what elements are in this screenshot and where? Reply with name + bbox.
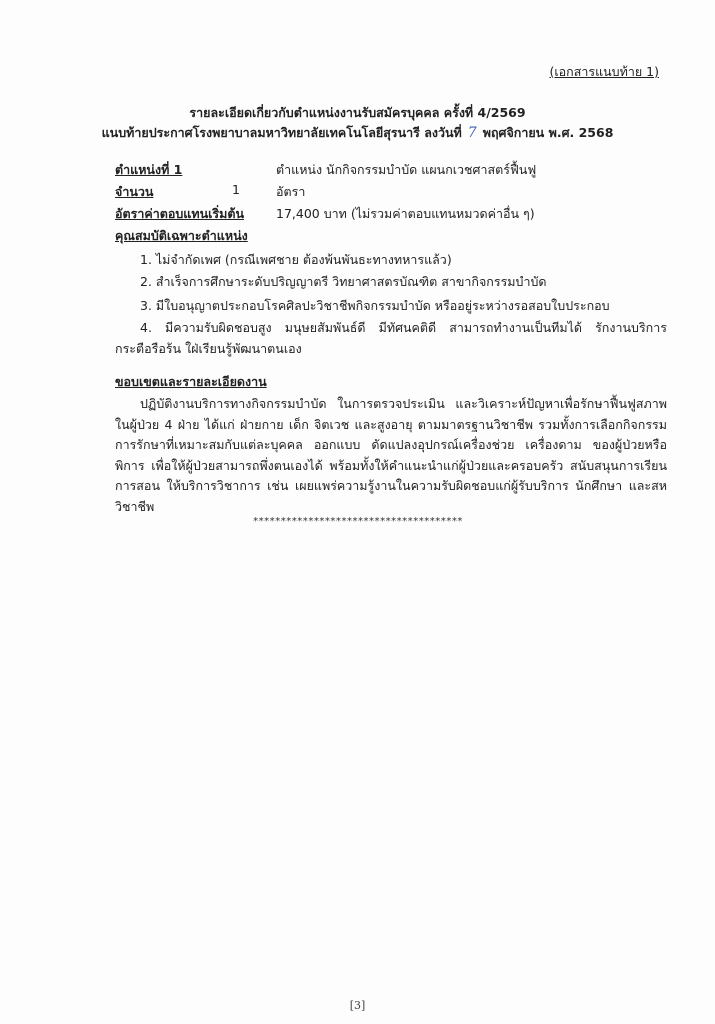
quantity-number: 1 xyxy=(232,182,240,197)
position-value: ตำแหน่ง นักกิจกรรมบำบัด แผนกเวชศาสตร์ฟื้นฟู xyxy=(276,162,537,177)
announcement-suffix: พฤศจิกายน พ.ศ. 2568 xyxy=(482,125,614,140)
attachment-label: (เอกสารแนบท้าย 1) xyxy=(549,64,659,79)
separator-line: ************************************** xyxy=(252,516,463,527)
quantity-label: จำนวน xyxy=(115,184,154,199)
announcement-prefix: แนบท้ายประกาศโรงพยาบาลมหาวิทยาลัยเทคโนโลยีสุรนารี ลงวันที่ xyxy=(101,125,462,140)
document-title: รายละเอียดเกี่ยวกับตำแหน่งงานรับสมัครบุคคล ครั้งที่ 4/2569 xyxy=(189,105,526,120)
qualification-item: 1. ไม่จำกัดเพศ (กรณีเพศชาย ต้องพ้นพันธะทางทหารแล้ว) xyxy=(140,252,452,267)
salary-label: อัตราค่าตอบแทนเริ่มต้น xyxy=(115,206,245,221)
quantity-unit: อัตรา xyxy=(276,184,306,199)
page-number: [3] xyxy=(349,999,366,1012)
salary-value: 17,400 บาท (ไม่รวมค่าตอบแทนหมวดค่าอื่น ๆ) xyxy=(276,206,535,221)
announcement-reference xyxy=(0,123,715,143)
position-label: ตำแหน่งที่ 1 xyxy=(115,162,183,177)
qualifications-heading: คุณสมบัติเฉพาะตำแหน่ง xyxy=(115,228,248,243)
scope-text: ปฏิบัติงานบริการทางกิจกรรมบำบัด ในการตรวจประเมิน และวิเคราะห์ปัญหาเพื่อรักษาฟื้นฟูสภาพในผู้ป่วย 4 ฝ่าย ได้แก่ ฝ่ายกาย เด็ก จิตเวช และสูงอายุ ตามมาตรฐานวิชาชีพ รวมทั้งการเลือกกิจกรรมการรักษาที่เหมาะสมกับแต่ละบุคคล ออกแบบ ดัดแปลงอุปกรณ์เครื่องช่วย เครื่องดาม ของผู้ป่วยหรือพิการ เพื่อให้ผู้ป่วยสามารถพึ่งตนเองได้ พร้อมทั้งให้คำแนะนำแก่ผู้ป่วยและครอบครัว สนับสนุนการเรียนการสอน ให้บริการวิชาการ เช่น เผยแพร่ความรู้งานในความรับผิดชอบแก่ผู้รับบริการ นักศึกษา และสหวิชาชีพ xyxy=(115,396,667,514)
scope-heading: ขอบเขตและรายละเอียดงาน xyxy=(115,374,267,389)
handwritten-day: 7 xyxy=(467,125,477,141)
qualification-item: 3. มีใบอนุญาตประกอบโรคศิลปะวิชาชีพกิจกรรมบำบัด หรืออยู่ระหว่างรอสอบใบประกอบ xyxy=(140,298,610,313)
qualification-item: 4. มีความรับผิดชอบสูง มนุษยสัมพันธ์ดี มีทัศนคติดี สามารถทำงานเป็นทีมได้ รักงานบริการ กระตือรือร้น ใฝ่เรียนรู้พัฒนาตนเอง xyxy=(115,320,667,356)
qualification-item: 2. สำเร็จการศึกษาระดับปริญญาตรี วิทยาศาสตรบัณฑิต สาขากิจกรรมบำบัด xyxy=(140,274,547,289)
